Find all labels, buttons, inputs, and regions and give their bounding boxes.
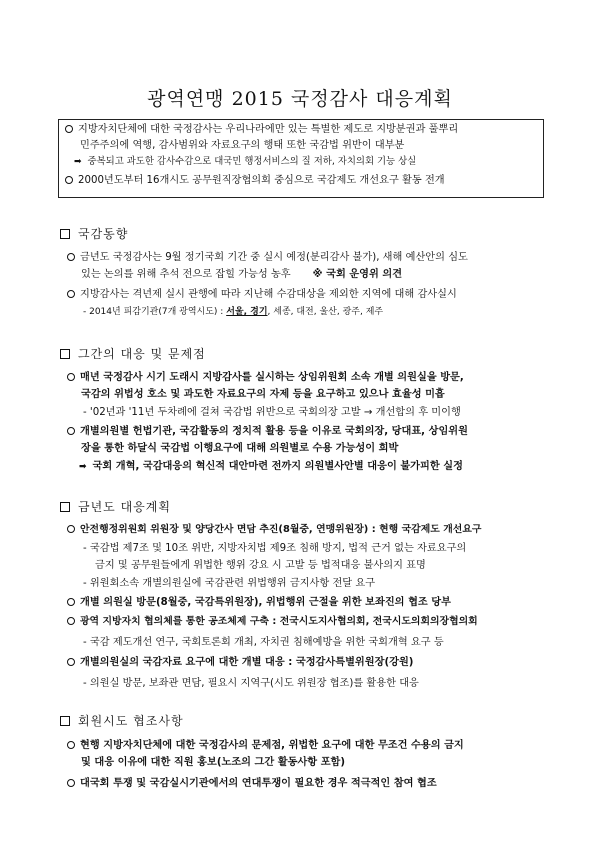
trend-item-1-line-1: 금년도 국정감사는 9월 정기국회 기간 중 실시 예정(분리감사 불가), 새해 예산안의 심도 [67,251,468,265]
section-heading-response: 그간의 대응 및 문제점 [60,347,206,361]
summary-item-2: 2000년도부터 16개시도 공무원직장협의회 중심으로 국감제도 개선요구 활동 전개 [65,174,445,188]
section-heading-trend: 국감동향 [60,227,128,241]
plan-item-1: 안전행정위원회 위원장 및 양당간사 면담 추진(8월중, 연맹위원장) : 현행 국감제도 개선요구 [67,523,481,537]
square-bullet-icon [60,716,70,726]
square-bullet-icon [60,502,70,512]
circle-bullet-icon [67,373,75,381]
response-item-1-line-2: 국감의 위법성 호소 및 과도한 자료요구의 자제 등을 요구하고 있으나 효율성 미흡 [81,389,445,400]
plan-item-2: 개별 의원실 방문(8월중, 국감특위원장), 위법행위 근절을 위한 보좌진의 협조 당부 [67,596,451,610]
response-item-1-line-1: 매년 국정감사 시기 도래시 지방감사를 실시하는 상임위원회 소속 개별 의원실을 방문, [67,371,464,385]
page-title: 광역연맹 2015 국정감사 대응계획 [147,88,453,110]
response-item-2-line-1: 개별의원별 헌법기관, 국감활동의 정치적 활용 등을 이유로 국회의장, 당대표, 상임위원 [67,425,468,439]
trend-item-1-line-2: 있는 논의를 위해 추석 전으로 잡힐 가능성 농후 ※ 국회 운영위 의견 [81,269,403,280]
circle-bullet-icon [67,617,75,625]
plan-item-3-sub: - 국감 제도개선 연구, 국회토론회 개최, 자치권 침해예방을 위한 국회개혁 요구 등 [83,637,444,648]
circle-bullet-icon [67,253,75,261]
arrow-right-icon: ➡ [74,157,82,167]
square-bullet-icon [60,349,70,359]
trend-item-2-sub: - 2014년 피감기관(7개 광역시도) : 서울, 경기, 세종, 대전, 울산, 광주, 제주 [83,307,384,317]
trend-item-2: 지방감사는 격년제 실시 관행에 따라 지난해 수감대상을 제외한 지역에 대해 감사실시 [67,288,457,302]
section-heading-cooperation: 회원시도 협조사항 [60,714,184,728]
trend-note: ※ 국회 운영위 의견 [312,269,403,280]
arrow-right-icon: ➡ [79,462,87,472]
square-bullet-icon [60,229,70,239]
cooperation-item-1-line-1: 현행 지방자치단체에 대한 국정감사의 문제점, 위법한 요구에 대한 무조건 수용의 금지 [67,739,464,753]
summary-item-1-line-1: 지방자치단체에 대한 국정감사는 우리나라에만 있는 특별한 제도로 지방분권과 풀뿌리 [65,123,458,137]
response-item-1-sub: - '02년과 '11년 두차례에 걸쳐 국감법 위반으로 국회의장 고발 → 개선합의 후 미이행 [83,407,461,418]
summary-item-1-sub: ➡ 중복되고 과도한 감사수감으로 대국민 행정서비스의 질 저하, 자치의회 기능 상실 [74,156,417,167]
circle-bullet-icon [67,658,75,666]
circle-bullet-icon [67,427,75,435]
circle-bullet-icon [67,598,75,606]
circle-bullet-icon [65,125,73,133]
response-item-2-line-2: 장을 통한 하달식 국감법 이행요구에 대해 의원별로 수용 가능성이 희박 [81,443,399,454]
response-item-2-sub: ➡ 국회 개혁, 국감대응의 혁신적 대안마련 전까지 의원별사안별 대응이 불가피한 실정 [79,461,463,472]
circle-bullet-icon [67,290,75,298]
circle-bullet-icon [67,741,75,749]
circle-bullet-icon [67,779,75,787]
plan-item-4-sub: - 의원실 방문, 보좌관 면담, 필요시 지역구(시도 위원장 협조)를 활용한 대응 [83,678,419,689]
summary-item-1-line-2: 민주주의에 역행, 감사범위와 자료요구의 행태 또한 국감법 위반이 대부분 [80,140,405,151]
plan-item-1-sub-2: - 위원회소속 개별의원실에 국감관련 위법행위 금지사항 전달 요구 [83,578,376,589]
plan-item-3: 광역 지방자치 협의체를 통한 공조체제 구축 : 전국시도지사협의회, 전국시도의회의장협의회 [67,615,478,629]
plan-item-1-sub-1-line-1: - 국감법 제7조 및 10조 위반, 지방자치법 제9조 침해 방지, 법적 근거 없는 자료요구의 [83,543,467,554]
circle-bullet-icon [65,176,73,184]
circle-bullet-icon [67,525,75,533]
cooperation-item-2: 대국회 투쟁 및 국감실시기관에서의 연대투쟁이 필요한 경우 적극적인 참여 협조 [67,777,437,791]
plan-item-1-sub-1-line-2: 금지 및 공무원들에게 위법한 행위 강요 시 고발 등 법적대응 불사의지 표명 [95,560,426,571]
cooperation-item-1-line-2: 및 대응 이유에 대한 직원 홍보(노조의 그간 활동사항 포함) [81,757,346,768]
section-heading-plan: 금년도 대응계획 [60,500,171,514]
summary-box [58,119,544,198]
plan-item-4: 개별의원실의 국감자료 요구에 대한 개별 대응 : 국정감사특별위원장(강원) [67,656,413,670]
